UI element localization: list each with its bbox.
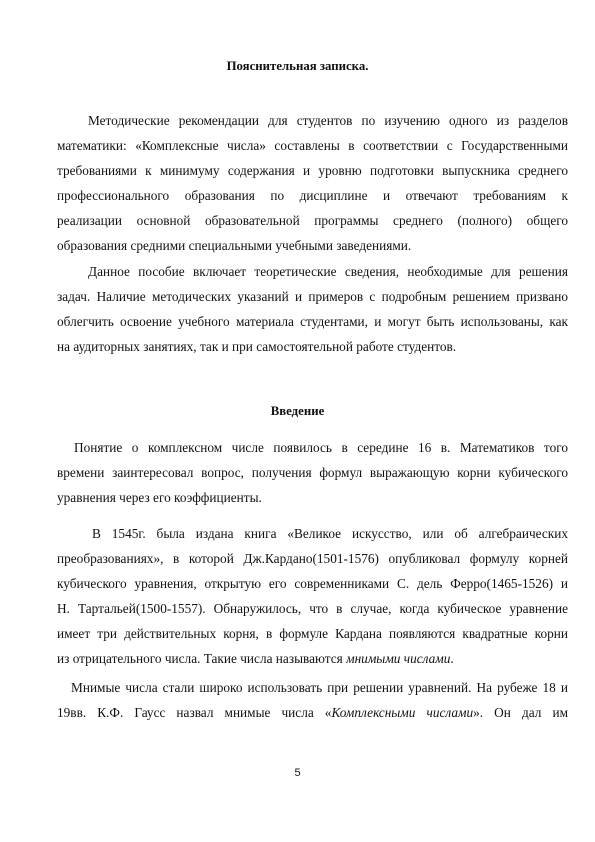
intro-p2-line-2: преобразованиях», в которой Дж.Кардано(1501-1576) опубликовал формулу корней xyxy=(57,551,568,566)
imaginary-numbers-term: мнимыми числами xyxy=(346,651,451,666)
intro-p3-line-1: Мнимые числа стали широко использовать при решении уравнений. На рубеже 18 и xyxy=(71,680,568,695)
intro-p2-line-1: В 1545г. была издана книга «Великое искусство, или об алгебраических xyxy=(92,526,568,541)
intro-p2-line-3: кубического уравнения, открытую его современниками С. дель Ферро(1465-1526) и xyxy=(57,576,568,591)
note-p1-line-3: требованиями к минимуму содержания и уровню подготовки выпускника среднего xyxy=(57,163,568,178)
intro-p2-line-4: Н. Тартальей(1500-1557). Обнаружилось, что в случае, когда кубическое уравнение xyxy=(57,601,568,616)
intro-p1-line-3: уравнения через его коэффициенты. xyxy=(57,490,262,505)
intro-heading: Введение xyxy=(270,404,325,418)
note-p1-line-4: профессионального образования по дисциплине и отвечают требованиям к xyxy=(57,188,568,203)
note-p1-line-2: математики: «Комплексные числа» составлены в соответствии с Государственными xyxy=(57,138,568,153)
intro-p1-line-1: Понятие о комплексном числе появилось в середине 16 в. Математиков того xyxy=(74,440,568,455)
intro-p2-line-5: имеет три действительных корня, в формуле Кардана появляются квадратные корни xyxy=(57,626,568,641)
note-p2-line-1: Данное пособие включает теоретические сведения, необходимые для решения xyxy=(88,264,568,279)
note-p1-line-1: Методические рекомендации для студентов по изучению одного из разделов xyxy=(88,113,568,128)
complex-numbers-term: Комплексными числами xyxy=(331,705,474,720)
intro-p3-line-2-text: 19вв. К.Ф. Гаусс назвал мнимые числа « xyxy=(57,705,332,720)
note-p1-line-6: образования средними специальными учебными заведениями. xyxy=(57,238,412,253)
note-p2-line-2: задач. Наличие методических указаний и примеров с подробным решением призвано xyxy=(57,289,568,304)
intro-p3-line-2 xyxy=(57,705,568,721)
intro-p1-line-2: времени заинтересовал вопрос, получения формул выражающую корни кубического xyxy=(57,465,568,480)
note-p2-line-4: на аудиторных занятиях, так и при самостоятельной работе студентов. xyxy=(57,339,457,354)
note-p1-line-5: реализации основной образовательной программы среднего (полного) общего xyxy=(57,213,568,228)
page-number: 5 xyxy=(294,767,301,779)
intro-p2-line-6-end: . xyxy=(450,651,454,666)
intro-p2-line-6-text: из отрицательного числа. Такие числа называются xyxy=(57,651,347,666)
intro-p2-line-6 xyxy=(57,651,454,667)
note-p2-line-3: облегчить освоение учебного материала студентами, и могут быть использованы, как xyxy=(57,314,568,329)
note-heading: Пояснительная записка. xyxy=(226,59,369,73)
intro-p3-line-2-end: ». Он дал им xyxy=(473,705,568,720)
